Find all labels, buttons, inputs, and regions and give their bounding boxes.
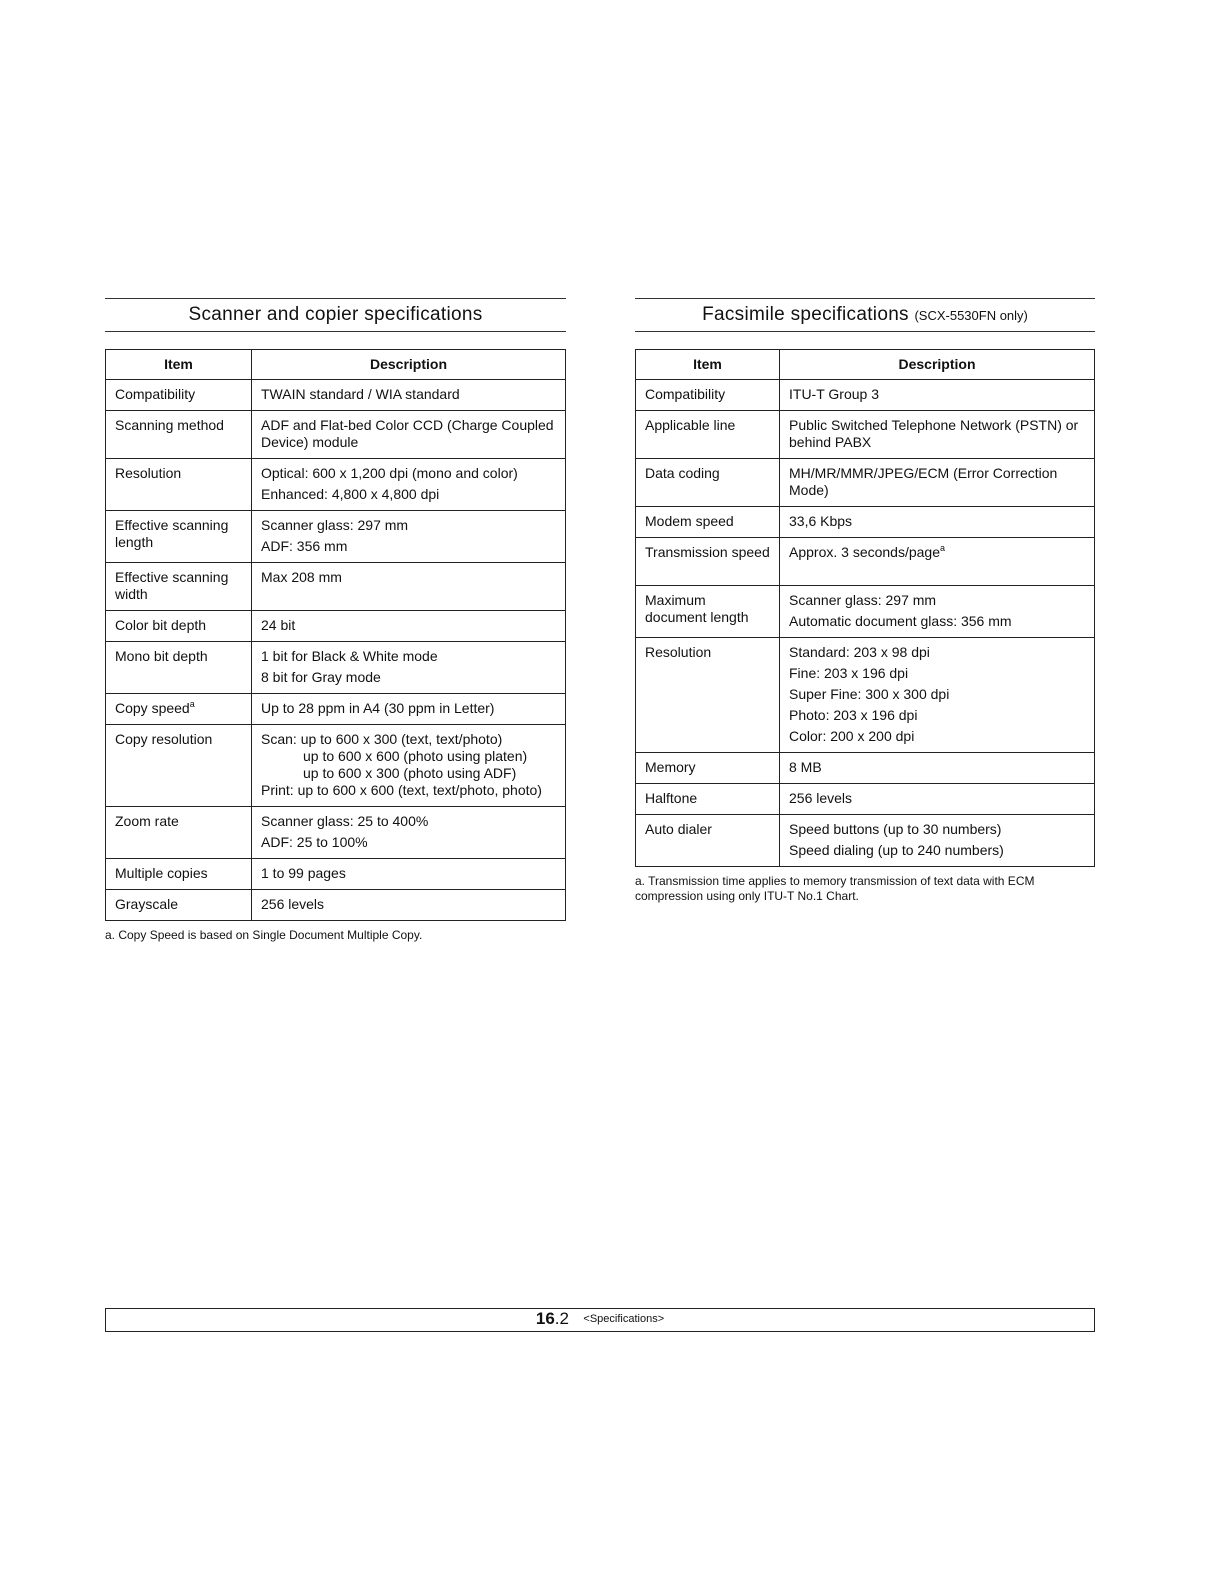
table-row	[636, 586, 1095, 638]
table-row	[106, 890, 566, 921]
description-text: 256 levels	[789, 790, 853, 806]
table-row	[636, 411, 1095, 459]
description-cell	[780, 586, 1095, 638]
table-row	[106, 807, 566, 859]
description-text: 256 levels	[261, 896, 325, 912]
table-row	[636, 538, 1095, 586]
item-cell: Compatibility	[106, 380, 252, 411]
table-row	[636, 380, 1095, 411]
description-text: Public Switched Telephone Network (PSTN) or behind PABX	[789, 417, 1079, 450]
column-header-description: Description	[252, 350, 566, 380]
table-row	[106, 511, 566, 563]
item-cell: Mono bit depth	[106, 642, 252, 694]
table-row	[636, 638, 1095, 753]
table-row	[636, 815, 1095, 867]
description-text: Approx. 3 seconds/page	[789, 544, 940, 560]
description-text: Enhanced: 4,800 x 4,800 dpi	[261, 486, 440, 502]
table-row	[106, 411, 566, 459]
item-cell: Resolution	[636, 638, 780, 753]
item-cell: Multiple copies	[106, 859, 252, 890]
description-text: 1 to 99 pages	[261, 865, 346, 881]
page-number	[536, 1309, 569, 1328]
column-header-item: Item	[106, 350, 252, 380]
scanner-spec-table	[105, 349, 566, 921]
description-text: Optical: 600 x 1,200 dpi (mono and color)	[261, 465, 518, 481]
item-cell: Compatibility	[636, 380, 780, 411]
fax-spec-table	[635, 349, 1095, 867]
footnote-marker: a	[189, 699, 195, 709]
fax-title-suffix: (SCX-5530FN only)	[914, 308, 1028, 323]
description-text: Max 208 mm	[261, 569, 342, 585]
item-cell: Transmission speed	[636, 538, 780, 586]
column-header-description: Description	[780, 350, 1095, 380]
table-row	[636, 753, 1095, 784]
table-row	[106, 725, 566, 807]
description-cell	[780, 380, 1095, 411]
description-text: TWAIN standard / WIA standard	[261, 386, 460, 402]
description-cell	[252, 563, 566, 611]
item-cell: Scanning method	[106, 411, 252, 459]
scanner-section-title	[105, 298, 566, 332]
description-cell	[252, 859, 566, 890]
description-cell	[780, 638, 1095, 753]
table-row	[636, 784, 1095, 815]
fax-footnote: a. Transmission time applies to memory transmission of text data with ECM compression using only ITU-T No.1 Chart.	[635, 874, 1035, 903]
description-cell	[252, 642, 566, 694]
item-cell: Effective scanning width	[106, 563, 252, 611]
fax-title-text: Facsimile specifications	[702, 304, 909, 325]
description-text: 24 bit	[261, 617, 296, 633]
description-text: Fine: 203 x 196 dpi	[789, 665, 909, 681]
table-header-row	[636, 350, 1095, 380]
description-text: up to 600 x 600 (photo using platen)	[303, 748, 528, 764]
description-text: Scan: up to 600 x 300 (text, text/photo)	[261, 731, 503, 747]
description-cell	[252, 890, 566, 921]
description-cell	[252, 411, 566, 459]
description-text: Scanner glass: 297 mm	[789, 592, 937, 608]
description-text: Scanner glass: 25 to 400%	[261, 813, 429, 829]
description-text: 8 MB	[789, 759, 822, 775]
description-cell	[252, 725, 566, 807]
description-cell	[780, 753, 1095, 784]
table-row	[636, 459, 1095, 507]
item-cell: Halftone	[636, 784, 780, 815]
item-cell: Copy resolution	[106, 725, 252, 807]
item-cell: Effective scanning length	[106, 511, 252, 563]
description-text: Photo: 203 x 196 dpi	[789, 707, 918, 723]
description-text: 1 bit for Black & White mode	[261, 648, 438, 664]
description-cell	[780, 507, 1095, 538]
table-row	[106, 611, 566, 642]
column-header-item: Item	[636, 350, 780, 380]
description-text: Up to 28 ppm in A4 (30 ppm in Letter)	[261, 700, 495, 716]
fax-section-title	[635, 298, 1095, 332]
item-text: Copy speed	[115, 700, 190, 716]
description-text: Color: 200 x 200 dpi	[789, 728, 915, 744]
table-row	[106, 459, 566, 511]
item-cell: Applicable line	[636, 411, 780, 459]
table-row	[106, 859, 566, 890]
description-cell	[780, 784, 1095, 815]
description-text: ITU-T Group 3	[789, 386, 879, 402]
description-cell	[780, 459, 1095, 507]
page-number-major: 16	[535, 1309, 555, 1328]
item-cell: Data coding	[636, 459, 780, 507]
description-cell	[780, 411, 1095, 459]
description-text: Print: up to 600 x 600 (text, text/photo, photo)	[261, 782, 542, 798]
page-number-minor: .2	[554, 1309, 569, 1328]
item-cell: Modem speed	[636, 507, 780, 538]
table-row	[106, 380, 566, 411]
table-row	[636, 507, 1095, 538]
description-text: MH/MR/MMR/JPEG/ECM (Error Correction Mode)	[789, 465, 1058, 498]
description-text: Scanner glass: 297 mm	[261, 517, 409, 533]
table-row	[106, 563, 566, 611]
scanner-title-text: Scanner and copier specifications	[188, 304, 483, 325]
description-text: ADF: 25 to 100%	[261, 834, 368, 850]
description-text: Automatic document glass: 356 mm	[789, 613, 1012, 629]
description-text: Standard: 203 x 98 dpi	[789, 644, 930, 660]
description-text: ADF: 356 mm	[261, 538, 348, 554]
description-cell	[252, 511, 566, 563]
table-row	[106, 694, 566, 725]
description-text: Super Fine: 300 x 300 dpi	[789, 686, 950, 702]
description-cell	[252, 807, 566, 859]
fax-section	[635, 298, 1095, 904]
description-text: 33,6 Kbps	[789, 513, 853, 529]
scanner-footnote: a. Copy Speed is based on Single Document Multiple Copy.	[105, 928, 423, 942]
item-cell: Color bit depth	[106, 611, 252, 642]
scanner-section	[105, 298, 566, 943]
item-cell: Grayscale	[106, 890, 252, 921]
description-cell	[780, 815, 1095, 867]
item-cell: Memory	[636, 753, 780, 784]
table-row	[106, 642, 566, 694]
description-cell	[252, 694, 566, 725]
item-cell: Maximum document length	[636, 586, 780, 638]
description-text: Speed dialing (up to 240 numbers)	[789, 842, 1004, 858]
description-text: Speed buttons (up to 30 numbers)	[789, 821, 1002, 837]
page-footer	[105, 1308, 1095, 1332]
item-cell: Resolution	[106, 459, 252, 511]
chapter-label: <Specifications>	[583, 1313, 665, 1325]
item-cell: Zoom rate	[106, 807, 252, 859]
spacer	[789, 561, 1085, 578]
description-text: 8 bit for Gray mode	[261, 669, 381, 685]
footnote-marker: a	[940, 543, 946, 553]
item-cell: Auto dialer	[636, 815, 780, 867]
description-cell	[252, 459, 566, 511]
table-header-row	[106, 350, 566, 380]
description-cell	[252, 380, 566, 411]
description-cell	[252, 611, 566, 642]
description-text: up to 600 x 300 (photo using ADF)	[303, 765, 517, 781]
description-text: ADF and Flat-bed Color CCD (Charge Coupled Device) module	[261, 417, 554, 450]
item-cell	[106, 694, 252, 725]
description-cell	[780, 538, 1095, 586]
